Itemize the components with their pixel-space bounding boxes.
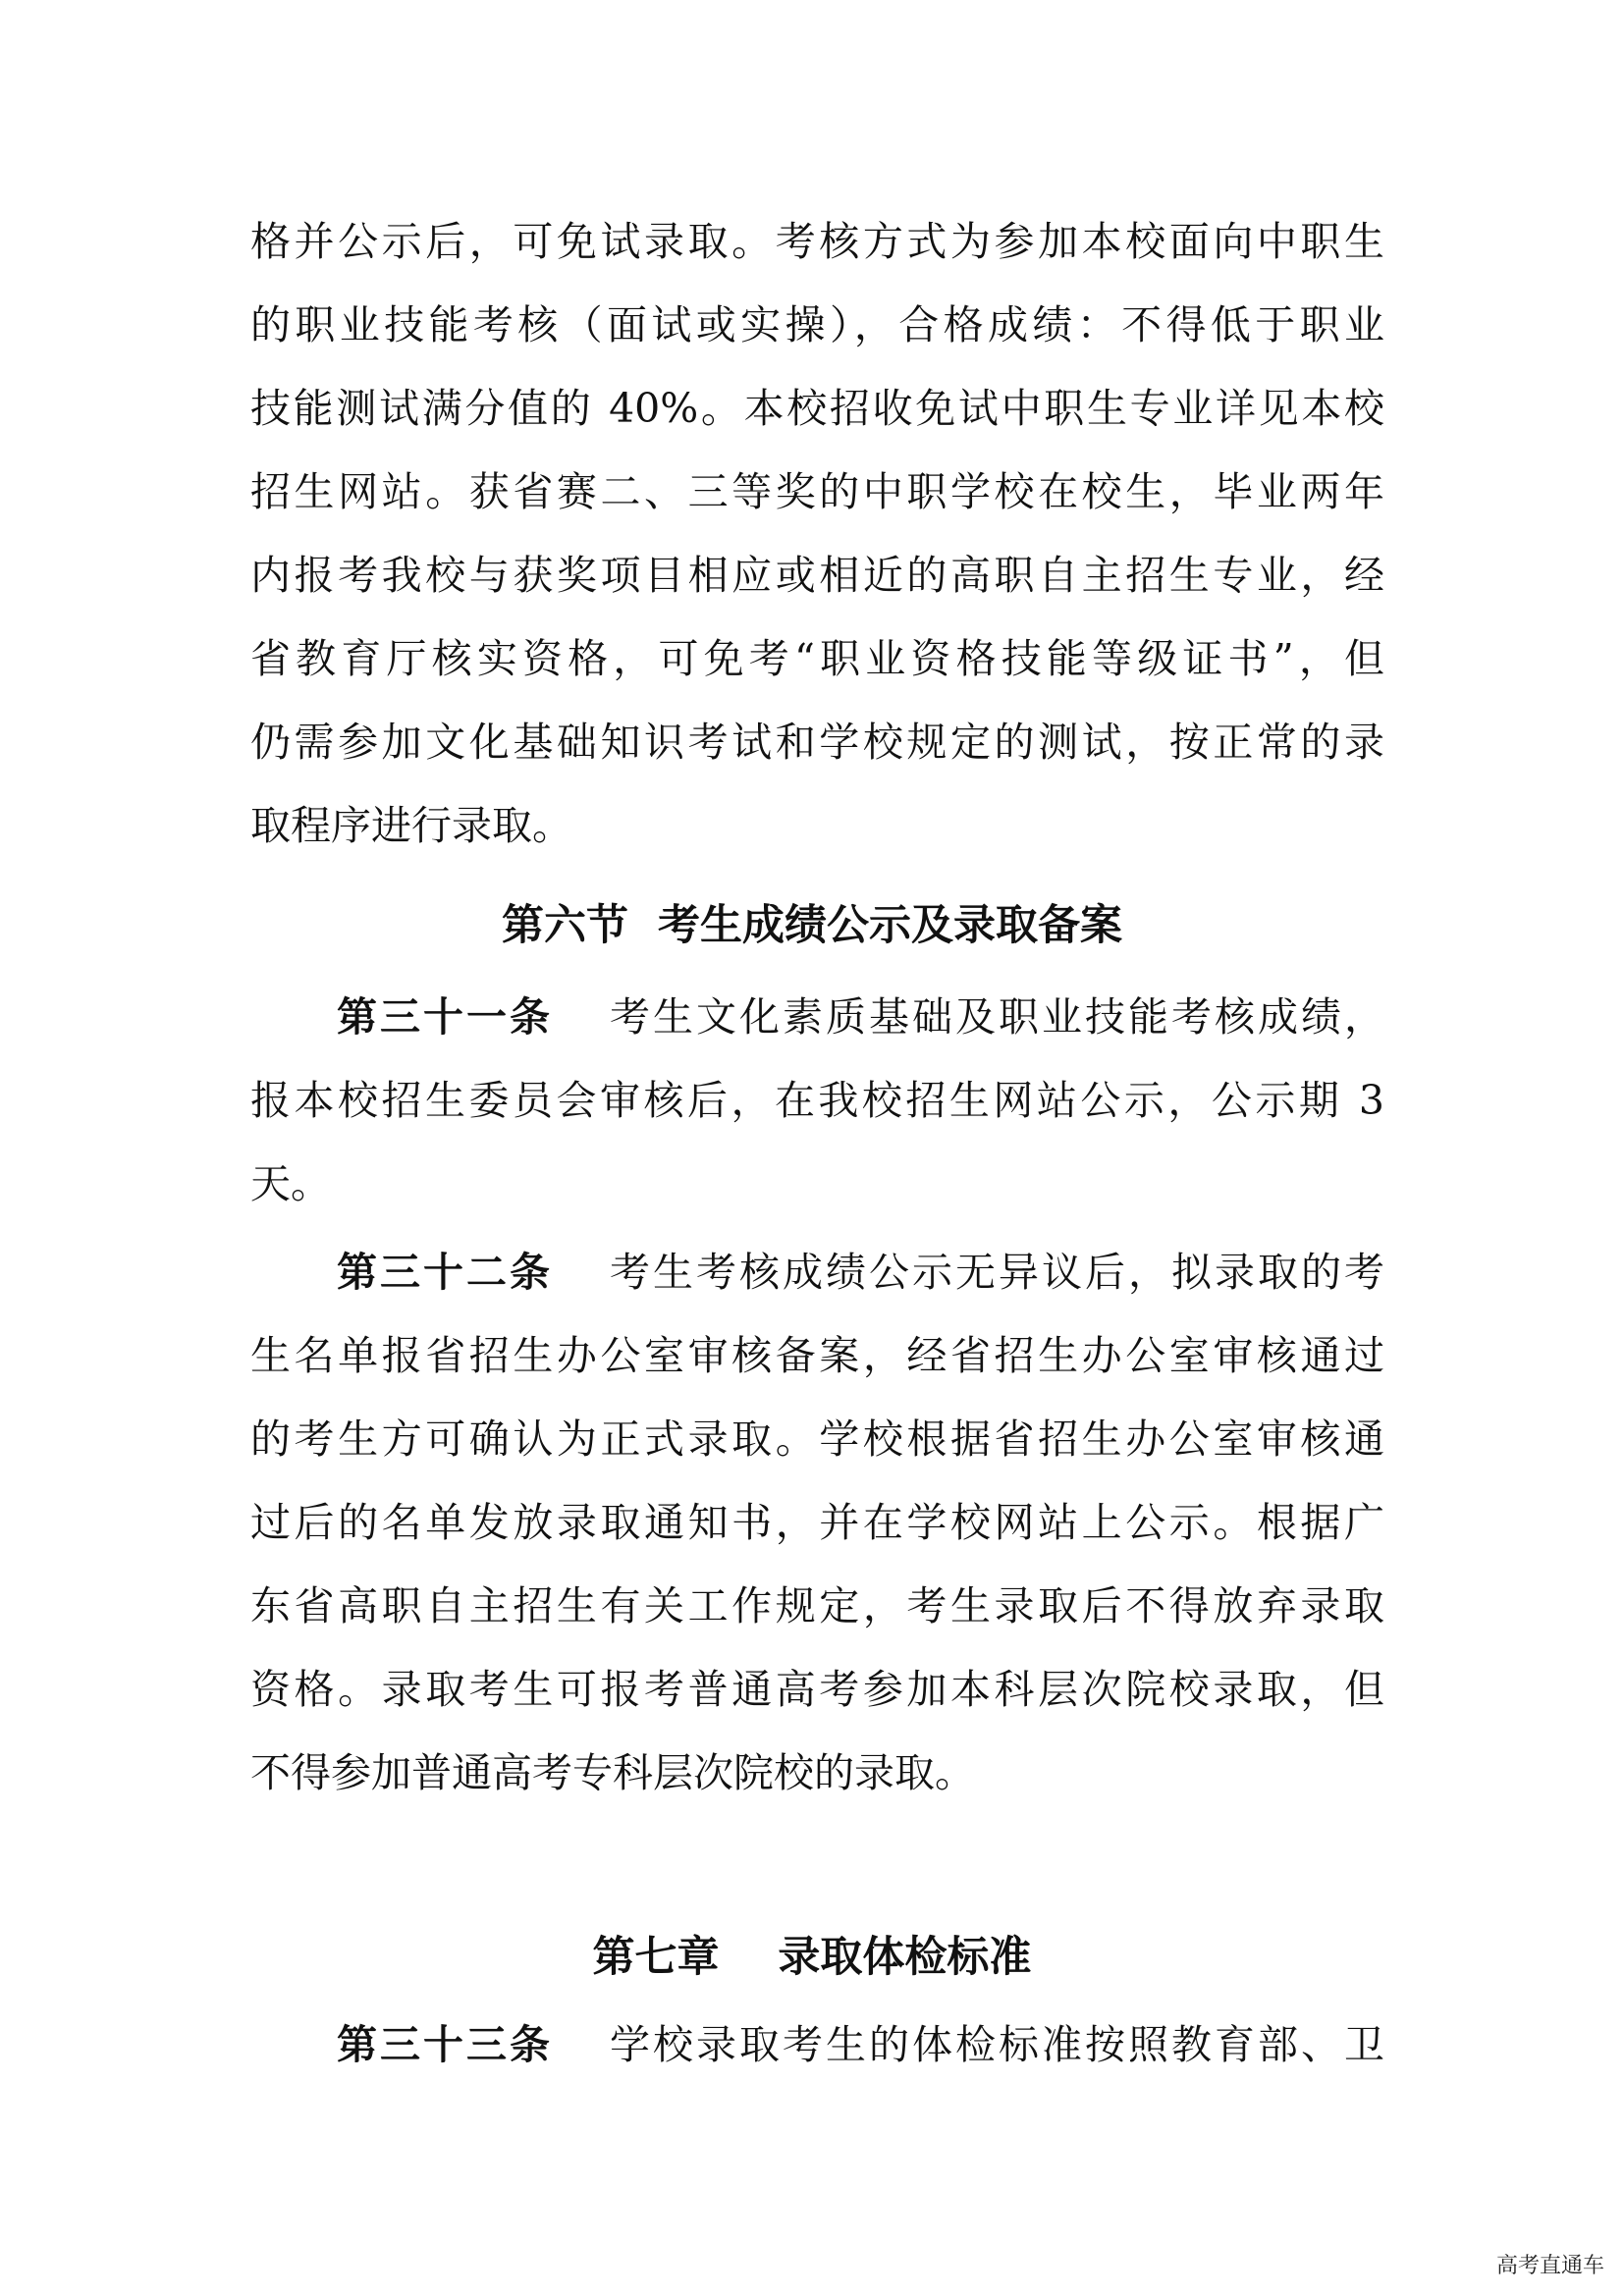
paragraph-line: 取程序进行录取。 [250,802,572,849]
chapter-heading: 第七章 录取体检标准 [592,1933,1032,1982]
article-text: 考生文化素质基础及职业技能考核成绩， [610,993,1384,1041]
article-31-first-line [250,989,1384,1044]
paragraph-line: 技能测试满分值的 40%。本校招收免试中职生专业详见本校 [250,385,1384,432]
article-label: 第三十三条 [337,2021,553,2068]
article-text: 学校录取考生的体检标准按照教育部、卫 [610,2021,1384,2068]
paragraph-line: 格并公示后，可免试录取。考核方式为参加本校面向中职生 [250,218,1384,265]
article-text: 考生考核成绩公示无异议后，拟录取的考 [610,1249,1384,1296]
article-label: 第三十二条 [337,1249,553,1296]
paragraph-line: 报本校招生委员会审核后，在我校招生网站公示，公示期 3 [250,1077,1384,1124]
section-heading: 第六节 考生成绩公示及录取备案 [502,901,1122,950]
paragraph-line: 招生网站。获省赛二、三等奖的中职学校在校生，毕业两年 [250,468,1384,515]
article-label: 第三十一条 [337,993,553,1041]
paragraph-line: 不得参加普通高考专科层次院校的录取。 [250,1749,975,1796]
article-33-first-line [250,2017,1384,2072]
paragraph-line: 内报考我校与获奖项目相应或相近的高职自主招生专业，经 [250,552,1384,599]
paragraph-line: 过后的名单发放录取通知书，并在学校网站上公示。根据广 [250,1499,1384,1546]
watermark-label: 高考直通车 [1492,2251,1608,2282]
paragraph-line: 东省高职自主招生有关工作规定，考生录取后不得放弃录取 [250,1582,1384,1629]
paragraph-line: 资格。录取考生可报考普通高考参加本科层次院校录取，但 [250,1666,1384,1713]
paragraph-line: 仍需参加文化基础知识考试和学校规定的测试，按正常的录 [250,719,1384,766]
paragraph-line: 的职业技能考核（面试或实操），合格成绩：不得低于职业 [250,301,1384,348]
article-32-first-line [250,1245,1384,1300]
paragraph-line: 天。 [250,1160,331,1207]
paragraph-line: 省教育厅核实资格，可免考“职业资格技能等级证书”，但 [250,635,1384,682]
paragraph-line: 生名单报省招生办公室审核备案，经省招生办公室审核通过 [250,1332,1384,1379]
paragraph-line: 的考生方可确认为正式录取。学校根据省招生办公室审核通 [250,1415,1384,1463]
